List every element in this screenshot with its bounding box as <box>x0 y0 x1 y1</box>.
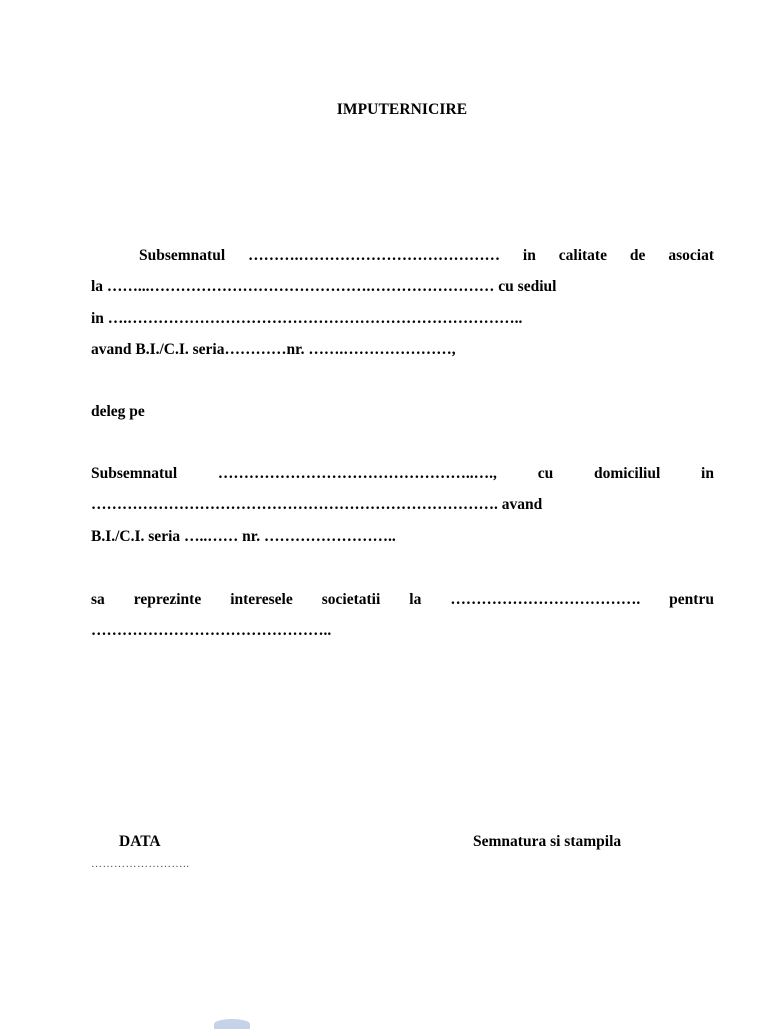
word: asociat <box>668 247 714 264</box>
word: ………………………………. <box>450 591 641 608</box>
word: domiciliul <box>593 465 661 482</box>
paragraph1-line2: la ……...…………………………………….…………………… cu sediul <box>91 278 557 295</box>
paragraph1-line4: avand B.I./C.I. seria…………nr. …….…………………, <box>91 341 456 358</box>
page-edge-mark <box>214 1019 250 1029</box>
paragraph1-line1 <box>139 246 714 266</box>
word: Subsemnatul <box>91 465 178 482</box>
date-label: DATA <box>119 833 161 850</box>
word: ……….………………………………… <box>248 247 500 264</box>
word: …………………………………………..…., <box>217 465 497 482</box>
paragraph2-line1 <box>91 464 714 484</box>
paragraph3-line1 <box>91 590 714 610</box>
paragraph3-line2: ……………………………………….. <box>91 622 332 639</box>
word: cu <box>537 465 554 482</box>
word: la <box>409 591 422 608</box>
word: calitate <box>558 247 607 264</box>
word: sa <box>91 591 105 608</box>
paragraph2-line3: B.I./C.I. seria …..…… nr. …………………….. <box>91 528 396 545</box>
date-dots: …………………….. <box>91 858 190 870</box>
document-title: IMPUTERNICIRE <box>336 101 468 118</box>
paragraph1-line3: in ….………………………………………………………………….. <box>91 310 523 327</box>
word: Subsemnatul <box>139 247 226 264</box>
word: societatii <box>321 591 381 608</box>
word: pentru <box>669 591 714 608</box>
word: in <box>522 247 536 264</box>
deleg-text: deleg pe <box>91 403 145 420</box>
word: interesele <box>230 591 293 608</box>
word: in <box>701 465 714 482</box>
word: de <box>629 247 646 264</box>
paragraph2-line2: ……………………………………………………………………. avand <box>91 496 543 513</box>
signature-label: Semnatura si stampila <box>473 833 622 850</box>
word: reprezinte <box>133 591 202 608</box>
